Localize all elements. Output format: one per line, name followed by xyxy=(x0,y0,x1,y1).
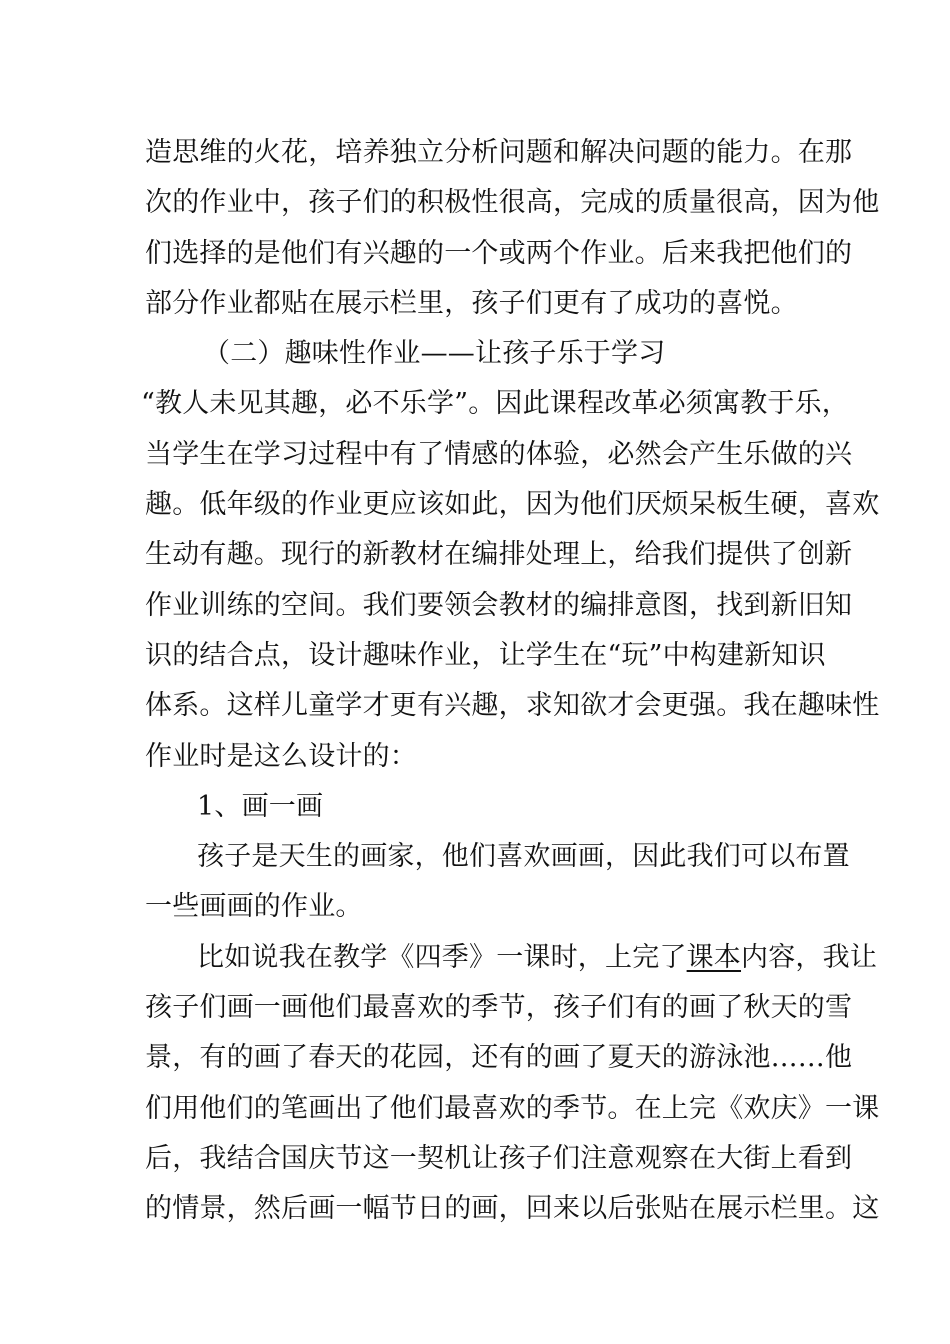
list-item-heading: 1、画一画 xyxy=(197,790,324,822)
text-line: 景，有的画了春天的花园，还有的画了夏天的游泳池……他 xyxy=(145,1042,853,1074)
text-line: 识的结合点，设计趣味作业，让学生在“玩”中构建新知识 xyxy=(145,639,826,671)
text-line: 生动有趣。现行的新教材在编排处理上，给我们提供了创新 xyxy=(145,539,853,571)
text-line: 作业训练的空间。我们要领会教材的编排意图，找到新旧知 xyxy=(145,589,853,621)
text-line: 们选择的是他们有兴趣的一个或两个作业。后来我把他们的 xyxy=(145,237,853,269)
text-span: 比如说我在教学《四季》一课时，上完了 xyxy=(197,941,687,973)
text-line: 孩子是天生的画家，他们喜欢画画，因此我们可以布置 xyxy=(197,841,850,873)
text-line: 当学生在学习过程中有了情感的体验，必然会产生乐做的兴 xyxy=(145,438,853,470)
textbook-link[interactable]: 课本 xyxy=(686,941,742,973)
text-line: 孩子们画一画他们最喜欢的季节，孩子们有的画了秋天的雪 xyxy=(145,992,853,1024)
text-line: 体系。这样儿童学才更有兴趣，求知欲才会更强。我在趣味性 xyxy=(145,690,880,722)
text-line: 后，我结合国庆节这一契机让孩子们注意观察在大街上看到 xyxy=(145,1142,853,1174)
text-line: 们用他们的笔画出了他们最喜欢的季节。在上完《欢庆》一课 xyxy=(145,1092,880,1124)
text-line: 趣。低年级的作业更应该如此，因为他们厌烦呆板生硬，喜欢 xyxy=(145,489,880,521)
section-heading: （二）趣味性作业——让孩子乐于学习 xyxy=(203,338,666,370)
text-line: 一些画画的作业。 xyxy=(145,891,363,923)
text-line: 的情景，然后画一幅节日的画，回来以后张贴在展示栏里。这 xyxy=(145,1193,880,1225)
text-line: “教人未见其趣，必不乐学”。因此课程改革必须寓教于乐， xyxy=(141,388,850,420)
text-line: 造思维的火花，培养独立分析问题和解决问题的能力。在那 xyxy=(145,137,853,168)
document-page xyxy=(141,128,880,1235)
text-line: 部分作业都贴在展示栏里，孩子们更有了成功的喜悦。 xyxy=(145,287,798,319)
text-line: 次的作业中，孩子们的积极性很高，完成的质量很高，因为他 xyxy=(145,187,880,219)
text-line: 作业时是这么设计的： xyxy=(145,740,417,772)
text-line xyxy=(145,933,878,983)
text-span: 内容，我让 xyxy=(741,941,878,973)
